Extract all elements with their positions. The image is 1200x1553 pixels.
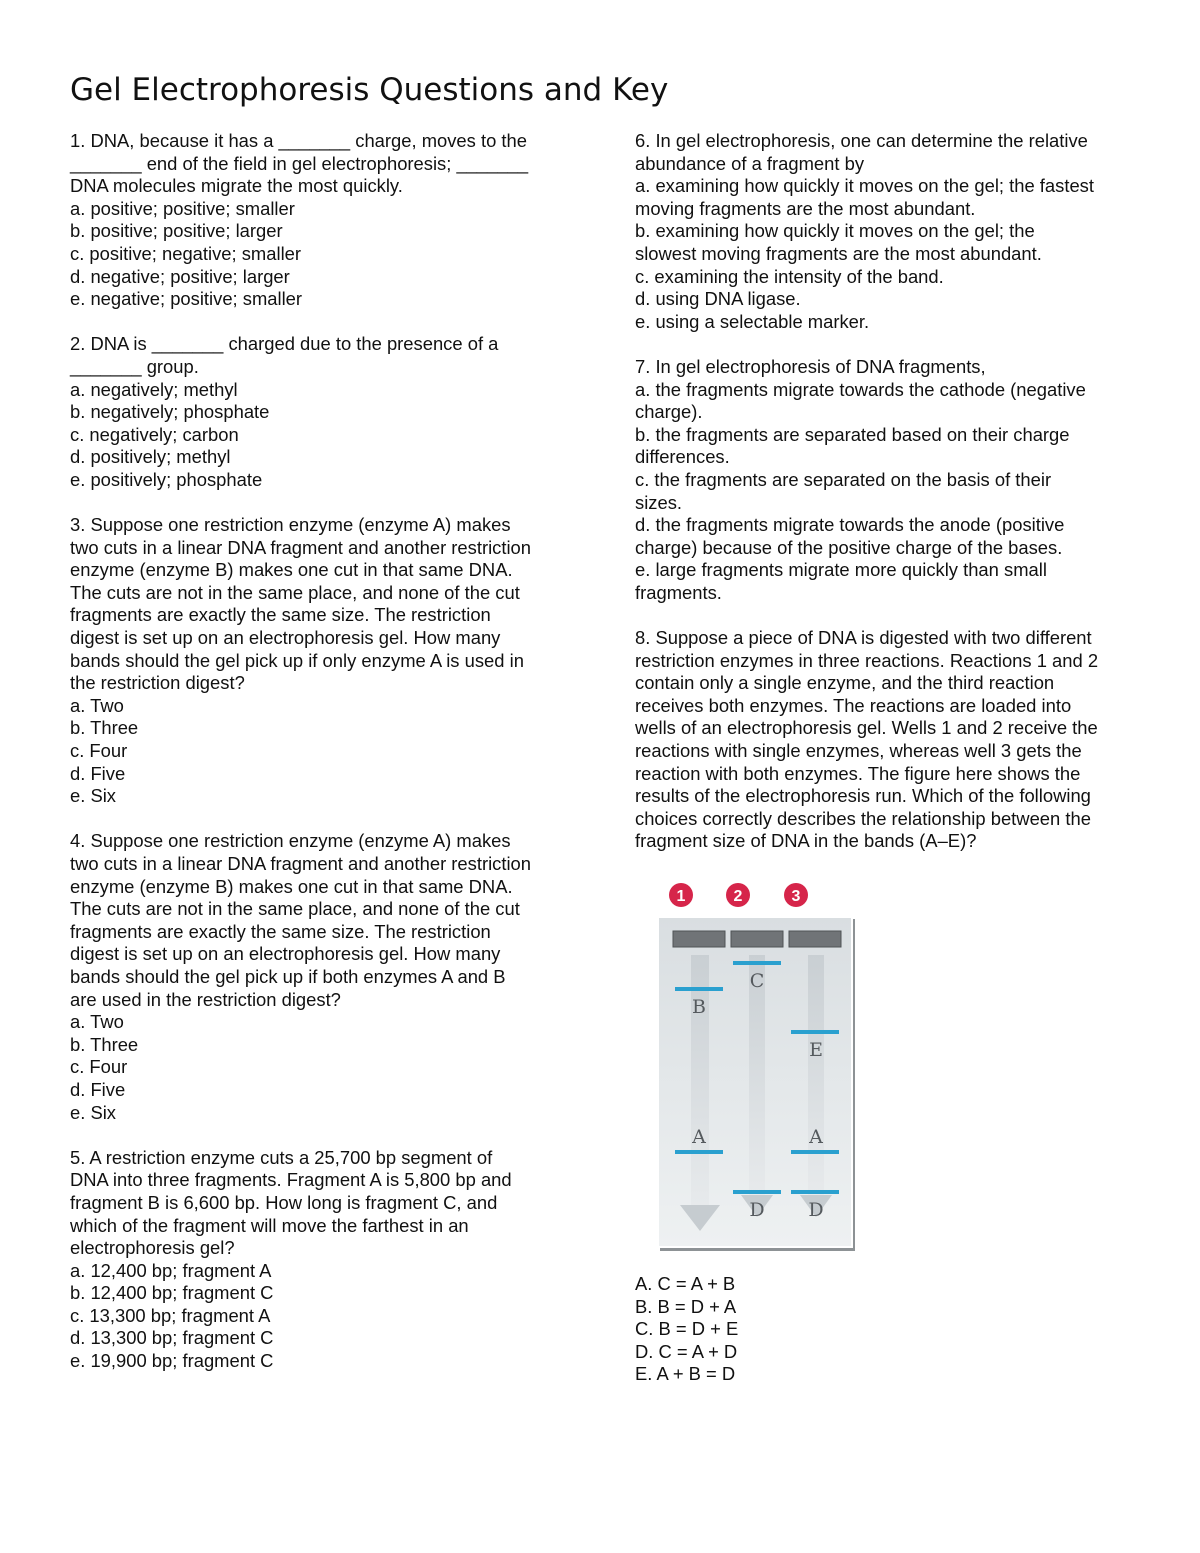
question-5-stem-line: fragment B is 6,600 bp. How long is fragment C, and [70, 1191, 498, 1213]
question-7-option-line: b. the fragments are separated based on their charge [635, 423, 1070, 445]
band-lane1-B [675, 987, 723, 991]
well-1 [673, 931, 725, 947]
question-4-option-d: d. Five [70, 1078, 126, 1100]
question-2-option-b: b. negatively; phosphate [70, 401, 270, 423]
question-7-option-line: sizes. [635, 491, 683, 513]
band-label-lane2-C: C [749, 970, 765, 992]
question-8-stem-line: results of the electrophoresis run. Which of the following [635, 785, 1091, 807]
band-lane2-C [733, 961, 781, 965]
question-7-option-line: a. the fragments migrate towards the cathode (negative [635, 378, 1086, 400]
question-8-option-C: C. B = D + E [635, 1318, 739, 1340]
question-1 [70, 130, 575, 311]
band-lane3-E [791, 1030, 839, 1034]
question-7-option-line: charge). [635, 401, 703, 423]
band-lane3-D [791, 1190, 839, 1194]
well-badge-2 [726, 883, 750, 907]
question-8-option-A: A. C = A + B [635, 1273, 736, 1294]
question-5-option-a: a. 12,400 bp; fragment A [70, 1259, 272, 1281]
question-1-option-e: e. negative; positive; smaller [70, 288, 303, 310]
page-title: Gel Electrophoresis Questions and Key [70, 72, 669, 108]
question-8-option-B: B. B = D + A [635, 1295, 737, 1317]
question-2-option-a: a. negatively; methyl [70, 378, 238, 400]
question-4-stem-line: digest is set up on an electrophoresis gel. How many [70, 943, 501, 965]
question-7 [635, 356, 1140, 605]
question-3-stem-line: bands should the gel pick up if only enzyme A is used in [70, 649, 524, 671]
question-7-option-line: differences. [635, 446, 730, 468]
question-6-option-line: slowest moving fragments are the most abundant. [635, 242, 1042, 264]
question-8 [635, 627, 1140, 1386]
well-3 [789, 931, 841, 947]
question-8-stem-line: 8. Suppose a piece of DNA is digested with two different [635, 627, 1092, 649]
well-badge-2-number: 2 [733, 888, 743, 905]
gel-diagram [655, 875, 855, 1255]
well-2 [731, 931, 783, 947]
band-lane2-D [733, 1190, 781, 1194]
question-8-stem-line: fragment size of DNA in the bands (A–E)? [635, 830, 977, 852]
question-3-option-e: e. Six [70, 785, 116, 807]
band-label-lane1-B: B [692, 996, 706, 1018]
lane-3-shaft [808, 955, 824, 1195]
question-3-option-d: d. Five [70, 762, 126, 784]
question-4-option-a: a. Two [70, 1011, 124, 1033]
question-3-stem-line: the restriction digest? [70, 672, 245, 694]
left-column [70, 130, 575, 1395]
question-8-stem-line: receives both enzymes. The reactions are loaded into [635, 694, 1072, 716]
question-5-stem-line: which of the fragment will move the farthest in an [70, 1214, 469, 1236]
well-badge-1-number: 1 [676, 888, 686, 905]
question-5 [70, 1147, 575, 1373]
band-label-lane2-D: D [749, 1199, 765, 1221]
question-5-option-b: b. 12,400 bp; fragment C [70, 1282, 274, 1304]
question-4 [70, 830, 575, 1124]
question-1-option-d: d. negative; positive; larger [70, 265, 290, 287]
question-4-option-c: c. Four [70, 1056, 128, 1078]
question-7-option-line: e. large fragments migrate more quickly than small [635, 559, 1047, 581]
question-4-stem-line: are used in the restriction digest? [70, 988, 341, 1010]
question-5-stem-line: electrophoresis gel? [70, 1237, 235, 1259]
question-3 [70, 514, 575, 808]
right-column [635, 130, 1140, 1386]
band-lane3-A [791, 1150, 839, 1154]
question-6-option-line: d. using DNA ligase. [635, 288, 801, 310]
well-badge-3 [784, 883, 808, 907]
question-1-option-a: a. positive; positive; smaller [70, 197, 295, 219]
question-8-stem-line: wells of an electrophoresis gel. Wells 1 and 2 receive the [635, 717, 1098, 739]
question-2-option-c: c. negatively; carbon [70, 423, 239, 445]
question-6-option-line: a. examining how quickly it moves on the gel; the fastest [635, 175, 1094, 197]
question-6-stem-line: 6. In gel electrophoresis, one can determine the relative [635, 130, 1088, 151]
question-8-stem-line: reactions with single enzymes, whereas well 3 gets the [635, 740, 1082, 762]
band-label-lane3-A: A [809, 1126, 823, 1148]
band-label-lane3-D: D [808, 1199, 824, 1221]
question-1-option-b: b. positive; positive; larger [70, 220, 283, 242]
question-7-option-line: c. the fragments are separated on the basis of their [635, 468, 1052, 490]
question-4-stem-line: enzyme (enzyme B) makes one cut in that same DNA. [70, 875, 513, 897]
question-8-stem-line: restriction enzymes in three reactions. Reactions 1 and 2 [635, 649, 1099, 671]
question-7-stem-line: 7. In gel electrophoresis of DNA fragments, [635, 355, 986, 377]
band-lane1-A [675, 1150, 723, 1154]
question-6-stem-line: abundance of a fragment by [635, 152, 865, 174]
question-6-option-line: moving fragments are the most abundant. [635, 197, 976, 219]
question-1-stem-line: DNA molecules migrate the most quickly. [70, 175, 403, 197]
question-6-option-line: b. examining how quickly it moves on the gel; the [635, 220, 1035, 242]
question-7-option-line: d. the fragments migrate towards the anode (positive [635, 514, 1065, 536]
question-5-option-d: d. 13,300 bp; fragment C [70, 1327, 274, 1349]
question-3-stem-line: fragments are exactly the same size. The restriction [70, 604, 491, 626]
question-8-stem-line: reaction with both enzymes. The figure here shows the [635, 762, 1081, 784]
question-6 [635, 130, 1140, 333]
question-4-stem-line: The cuts are not in the same place, and none of the cut [70, 898, 520, 920]
question-8-option-D: D. C = A + D [635, 1340, 738, 1362]
question-4-stem-line: two cuts in a linear DNA fragment and another restriction [70, 853, 532, 874]
band-label-lane3-E: E [809, 1039, 823, 1061]
question-5-stem-line: 5. A restriction enzyme cuts a 25,700 bp segment of [70, 1146, 493, 1168]
question-5-option-c: c. 13,300 bp; fragment A [70, 1304, 271, 1326]
question-3-option-c: c. Four [70, 740, 128, 762]
question-4-stem-line: 4. Suppose one restriction enzyme (enzyme A) makes [70, 830, 511, 852]
question-1-option-c: c. positive; negative; smaller [70, 242, 302, 264]
question-3-stem-line: two cuts in a linear DNA fragment and another restriction [70, 536, 532, 558]
question-3-stem-line: digest is set up on an electrophoresis gel. How many [70, 627, 501, 649]
well-badge-1 [669, 883, 693, 907]
question-6-option-line: e. using a selectable marker. [635, 310, 870, 332]
question-3-option-a: a. Two [70, 694, 124, 716]
question-3-stem-line: enzyme (enzyme B) makes one cut in that same DNA. [70, 559, 513, 581]
gel-figure [655, 875, 855, 1255]
question-7-option-line: charge) because of the positive charge of the bases. [635, 536, 1063, 558]
question-3-option-b: b. Three [70, 717, 139, 739]
question-4-option-e: e. Six [70, 1101, 116, 1123]
question-2-option-e: e. positively; phosphate [70, 468, 263, 490]
question-7-option-line: fragments. [635, 581, 722, 603]
question-5-stem-line: DNA into three fragments. Fragment A is 5,800 bp and [70, 1169, 512, 1191]
question-2-stem-line: _______ group. [70, 355, 199, 377]
question-4-stem-line: fragments are exactly the same size. The restriction [70, 920, 491, 942]
question-3-stem-line: 3. Suppose one restriction enzyme (enzyme A) makes [70, 514, 511, 536]
question-8-stem-line: contain only a single enzyme, and the third reaction [635, 672, 1055, 694]
lane-1-shaft [691, 955, 709, 1205]
question-1-stem-line: _______ end of the field in gel electrophoresis; _______ [70, 152, 529, 174]
question-5-option-e: e. 19,900 bp; fragment C [70, 1350, 274, 1372]
question-8-option-E: E. A + B = D [635, 1363, 736, 1385]
question-2 [70, 333, 575, 491]
question-6-option-line: c. examining the intensity of the band. [635, 265, 944, 287]
question-2-option-d: d. positively; methyl [70, 446, 231, 468]
question-8-stem-line: choices correctly describes the relationship between the [635, 807, 1091, 829]
question-2-stem-line: 2. DNA is _______ charged due to the presence of a [70, 333, 499, 355]
question-4-stem-line: bands should the gel pick up if both enzymes A and B [70, 965, 506, 987]
question-4-option-b: b. Three [70, 1033, 139, 1055]
band-label-lane1-A: A [692, 1126, 706, 1148]
question-3-stem-line: The cuts are not in the same place, and none of the cut [70, 581, 520, 603]
question-1-stem-line: 1. DNA, because it has a _______ charge, moves to the [70, 130, 527, 151]
well-badge-3-number: 3 [791, 888, 801, 905]
